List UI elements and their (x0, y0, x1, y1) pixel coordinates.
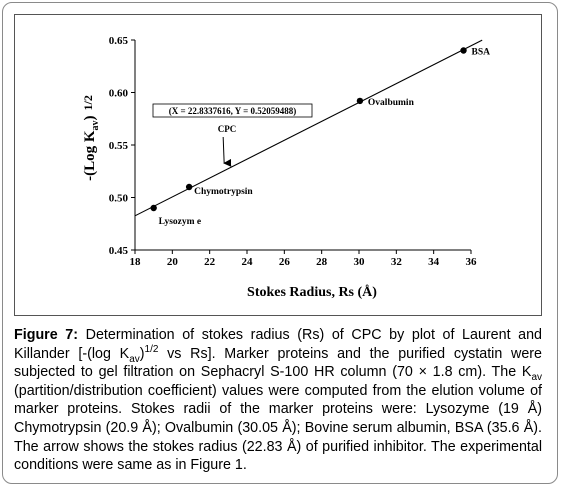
y-axis-title (81, 95, 101, 181)
y-axis-title-exp: 1/2 (81, 95, 95, 111)
fit-line-group (135, 40, 482, 216)
x-tick-label: 36 (465, 256, 477, 268)
y-tick-label: 0.45 (108, 245, 128, 257)
x-tick-label: 24 (241, 256, 253, 268)
y-axis-title-close: ) (82, 115, 98, 121)
figure-caption (14, 326, 542, 475)
x-tick-label: 18 (129, 256, 141, 268)
x-tick-label: 32 (390, 256, 402, 268)
data-point-label: BSA (471, 47, 491, 58)
equation-label: (X = 22.8337616, Y = 0.52059488) (168, 106, 297, 116)
y-tick-label: 0.55 (108, 140, 128, 152)
cpc-arrow (223, 137, 224, 163)
caption-text-2: ) (139, 345, 145, 362)
y-tick-label: 0.50 (108, 192, 128, 205)
caption-head: Figure 7: (14, 327, 79, 343)
data-point (150, 205, 156, 211)
x-tick-label: 30 (353, 256, 365, 268)
caption-text-3: vs Rs]. Marker proteins and the purified cystatin were subjected to gel filtration on Sephacryl S-100 HR column (70 × 1.8 cm). The K (14, 345, 543, 381)
caption-sub-2: av (531, 372, 542, 384)
data-point-label: Chymotrypsin (194, 187, 253, 197)
x-tick-label: 28 (316, 256, 328, 268)
x-tick-label: 22 (204, 256, 216, 268)
x-ticks (130, 250, 478, 268)
arrow-label: CPC (217, 124, 237, 134)
y-ticks (109, 35, 135, 257)
x-tick-label: 20 (166, 256, 178, 268)
data-points (150, 47, 490, 227)
data-point-label: Lysozym e (158, 217, 202, 227)
data-point-label: Ovalbumin (367, 97, 414, 108)
fit-line (135, 40, 482, 216)
x-axis-title: Stokes Radius, Rs (Å) (247, 285, 377, 300)
y-tick-label: 0.65 (108, 35, 128, 47)
caption-sup-1: 1/2 (144, 343, 159, 355)
data-point (186, 184, 192, 190)
y-axis-title-main: -(Log K (82, 130, 98, 181)
y-tick-label: 0.60 (108, 87, 128, 100)
caption-text-4: (partition/distribution coefficient) values were computed from the elution volume of marker proteins. Stokes radii of the marker proteins were: Lysozyme (19 Å) Chymotrypsin (20.9 Å); Ovalbumin (30.05 Å); Bovine serum albumin, BSA (35.6 Å). The arrow shows the stokes radius (22.83 Å) of purified inhibitor. The experimental conditions were same as in Figure 1. (14, 382, 542, 474)
x-tick-label: 26 (278, 256, 290, 268)
data-point (357, 98, 363, 104)
data-point (460, 47, 466, 53)
y-axis-title-sub: av (90, 120, 101, 131)
caption-sub-1: av (129, 353, 140, 365)
caption-text-1: Determination of stokes radius (Rs) of CPC by plot of Laurent and Killander [-(log K (14, 327, 543, 362)
x-tick-label: 34 (428, 256, 440, 268)
